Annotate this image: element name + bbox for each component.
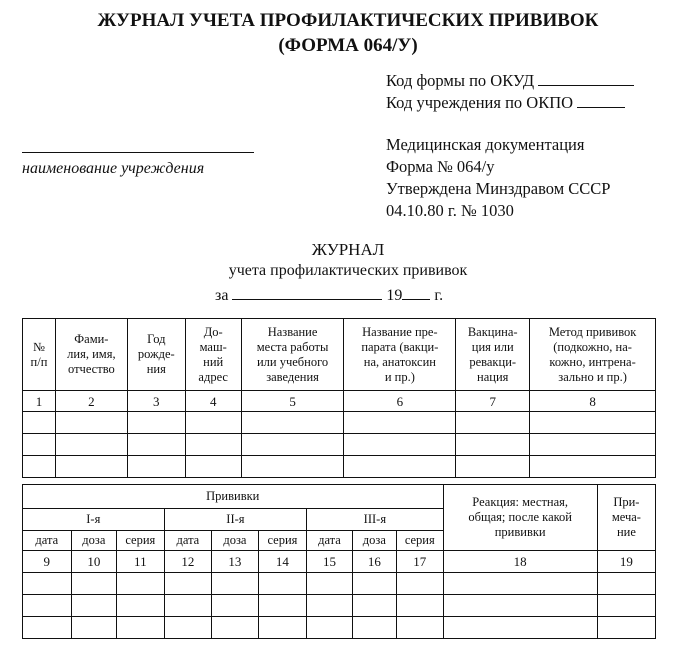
empty-cell[interactable] bbox=[23, 434, 56, 456]
empty-cell[interactable] bbox=[185, 412, 241, 434]
header-cell-address: До- маш- ний адрес bbox=[185, 319, 241, 391]
empty-cell[interactable] bbox=[212, 595, 258, 617]
empty-cell[interactable] bbox=[23, 456, 56, 478]
column-number: 9 bbox=[23, 551, 72, 573]
subcol-dose: доза bbox=[212, 531, 258, 551]
column-number: 14 bbox=[258, 551, 307, 573]
subcol-series: серия bbox=[117, 531, 165, 551]
empty-cell[interactable] bbox=[117, 573, 165, 595]
empty-cell[interactable] bbox=[241, 456, 344, 478]
empty-cell[interactable] bbox=[241, 412, 344, 434]
journal-table-2 bbox=[22, 484, 656, 639]
column-number: 1 bbox=[23, 391, 56, 412]
okpo-row bbox=[386, 92, 625, 114]
vaccinations-group-header: Прививки bbox=[23, 485, 444, 509]
empty-cell[interactable] bbox=[71, 617, 116, 639]
subcol-date: дата bbox=[164, 531, 212, 551]
journal-heading: ЖУРНАЛ bbox=[311, 240, 385, 259]
column-number: 7 bbox=[456, 391, 530, 412]
vaccination-group-3: III-я bbox=[307, 509, 443, 531]
period-year: 19 bbox=[386, 287, 403, 304]
empty-cell[interactable] bbox=[23, 595, 72, 617]
empty-cell[interactable] bbox=[127, 434, 185, 456]
empty-cell[interactable] bbox=[71, 573, 116, 595]
column-number: 18 bbox=[443, 551, 597, 573]
okud-row bbox=[386, 70, 634, 92]
header-cell-number: № п/п bbox=[23, 319, 56, 391]
empty-cell[interactable] bbox=[55, 412, 127, 434]
subcol-date: дата bbox=[307, 531, 352, 551]
column-number: 3 bbox=[127, 391, 185, 412]
table-row bbox=[23, 595, 656, 617]
column-number: 2 bbox=[55, 391, 127, 412]
empty-cell[interactable] bbox=[127, 412, 185, 434]
empty-cell[interactable] bbox=[212, 617, 258, 639]
empty-cell[interactable] bbox=[443, 573, 597, 595]
subcol-date: дата bbox=[23, 531, 72, 551]
table2-group-row bbox=[23, 485, 656, 509]
institution-field[interactable] bbox=[22, 152, 254, 153]
empty-cell[interactable] bbox=[352, 617, 396, 639]
table-row bbox=[23, 617, 656, 639]
empty-cell[interactable] bbox=[344, 434, 456, 456]
empty-cell[interactable] bbox=[117, 595, 165, 617]
institution-caption: наименование учреждения bbox=[22, 160, 205, 177]
okpo-field[interactable] bbox=[577, 93, 625, 108]
empty-cell[interactable] bbox=[597, 617, 655, 639]
empty-cell[interactable] bbox=[352, 573, 396, 595]
empty-cell[interactable] bbox=[164, 617, 212, 639]
column-number: 15 bbox=[307, 551, 352, 573]
column-number: 5 bbox=[241, 391, 344, 412]
column-number: 8 bbox=[530, 391, 656, 412]
vaccination-group-1: I-я bbox=[23, 509, 165, 531]
empty-cell[interactable] bbox=[397, 617, 443, 639]
column-number: 4 bbox=[185, 391, 241, 412]
med-doc-line: Форма № 064/у bbox=[386, 157, 495, 176]
column-number: 10 bbox=[71, 551, 116, 573]
empty-cell[interactable] bbox=[307, 617, 352, 639]
table1-header-row bbox=[23, 319, 656, 391]
empty-cell[interactable] bbox=[241, 434, 344, 456]
header-cell-vaccination: Вакцина- ция или ревакци- нация bbox=[456, 319, 530, 391]
subcol-series: серия bbox=[258, 531, 307, 551]
table1-number-row bbox=[23, 391, 656, 412]
empty-cell[interactable] bbox=[597, 595, 655, 617]
empty-cell[interactable] bbox=[164, 595, 212, 617]
empty-cell[interactable] bbox=[456, 434, 530, 456]
empty-cell[interactable] bbox=[23, 573, 72, 595]
empty-cell[interactable] bbox=[71, 595, 116, 617]
empty-cell[interactable] bbox=[456, 456, 530, 478]
empty-cell[interactable] bbox=[185, 434, 241, 456]
subcol-dose: доза bbox=[71, 531, 116, 551]
column-number: 11 bbox=[117, 551, 165, 573]
empty-cell[interactable] bbox=[117, 617, 165, 639]
empty-cell[interactable] bbox=[23, 617, 72, 639]
empty-cell[interactable] bbox=[597, 573, 655, 595]
column-number: 17 bbox=[397, 551, 443, 573]
empty-cell[interactable] bbox=[185, 456, 241, 478]
header-cell-preparation: Название пре- парата (вакци- на, анатоксин и пр.) bbox=[344, 319, 456, 391]
empty-cell[interactable] bbox=[164, 573, 212, 595]
med-doc-line: Утверждена Минздравом СССР bbox=[386, 179, 611, 198]
empty-cell[interactable] bbox=[352, 595, 396, 617]
column-number: 12 bbox=[164, 551, 212, 573]
vaccination-group-2: II-я bbox=[164, 509, 307, 531]
column-number: 16 bbox=[352, 551, 396, 573]
empty-cell[interactable] bbox=[258, 573, 307, 595]
empty-cell[interactable] bbox=[258, 617, 307, 639]
table-row bbox=[23, 456, 656, 478]
header-cell-reaction: Реакция: местная, общая; после какой прививки bbox=[443, 485, 597, 551]
empty-cell[interactable] bbox=[212, 573, 258, 595]
column-number: 13 bbox=[212, 551, 258, 573]
empty-cell[interactable] bbox=[443, 617, 597, 639]
table2-number-row bbox=[23, 551, 656, 573]
header-cell-name: Фами- лия, имя, отчество bbox=[55, 319, 127, 391]
empty-cell[interactable] bbox=[397, 595, 443, 617]
table-row bbox=[23, 412, 656, 434]
journal-table-1 bbox=[22, 318, 656, 478]
okud-label: Код формы по ОКУД bbox=[386, 71, 535, 90]
empty-cell[interactable] bbox=[55, 434, 127, 456]
empty-cell[interactable] bbox=[530, 412, 656, 434]
med-doc-line: Медицинская документация bbox=[386, 135, 585, 154]
period-field[interactable] bbox=[232, 285, 382, 300]
med-doc-block bbox=[386, 134, 610, 222]
header-cell-note: При- меча- ние bbox=[597, 485, 655, 551]
document-subtitle: (ФОРМА 064/У) bbox=[278, 35, 418, 56]
empty-cell[interactable] bbox=[530, 434, 656, 456]
period-prefix: за bbox=[215, 287, 229, 304]
subcol-series: серия bbox=[397, 531, 443, 551]
empty-cell[interactable] bbox=[456, 412, 530, 434]
header-cell-method: Метод прививок (подкожно, на- кожно, интрена- зально и пр.) bbox=[530, 319, 656, 391]
year-field[interactable] bbox=[402, 285, 430, 300]
empty-cell[interactable] bbox=[397, 573, 443, 595]
empty-cell[interactable] bbox=[23, 412, 56, 434]
med-doc-line: 04.10.80 г. № 1030 bbox=[386, 201, 514, 220]
column-number: 6 bbox=[344, 391, 456, 412]
journal-subheading: учета профилактических прививок bbox=[228, 262, 468, 279]
header-cell-workplace: Название места работы или учебного заведения bbox=[241, 319, 344, 391]
subcol-dose: доза bbox=[352, 531, 396, 551]
table-row bbox=[23, 573, 656, 595]
header-cell-birth-year: Год рожде- ния bbox=[127, 319, 185, 391]
column-number: 19 bbox=[597, 551, 655, 573]
journal-period bbox=[215, 285, 443, 305]
empty-cell[interactable] bbox=[55, 456, 127, 478]
empty-cell[interactable] bbox=[530, 456, 656, 478]
empty-cell[interactable] bbox=[127, 456, 185, 478]
empty-cell[interactable] bbox=[344, 412, 456, 434]
empty-cell[interactable] bbox=[307, 595, 352, 617]
table-row bbox=[23, 434, 656, 456]
document-title: ЖУРНАЛ УЧЕТА ПРОФИЛАКТИЧЕСКИХ ПРИВИВОК bbox=[97, 10, 599, 31]
okpo-label: Код учреждения по ОКПО bbox=[386, 93, 574, 112]
okud-field[interactable] bbox=[538, 71, 634, 86]
empty-cell[interactable] bbox=[443, 595, 597, 617]
period-suffix: г. bbox=[434, 287, 444, 304]
empty-cell[interactable] bbox=[258, 595, 307, 617]
empty-cell[interactable] bbox=[344, 456, 456, 478]
empty-cell[interactable] bbox=[307, 573, 352, 595]
